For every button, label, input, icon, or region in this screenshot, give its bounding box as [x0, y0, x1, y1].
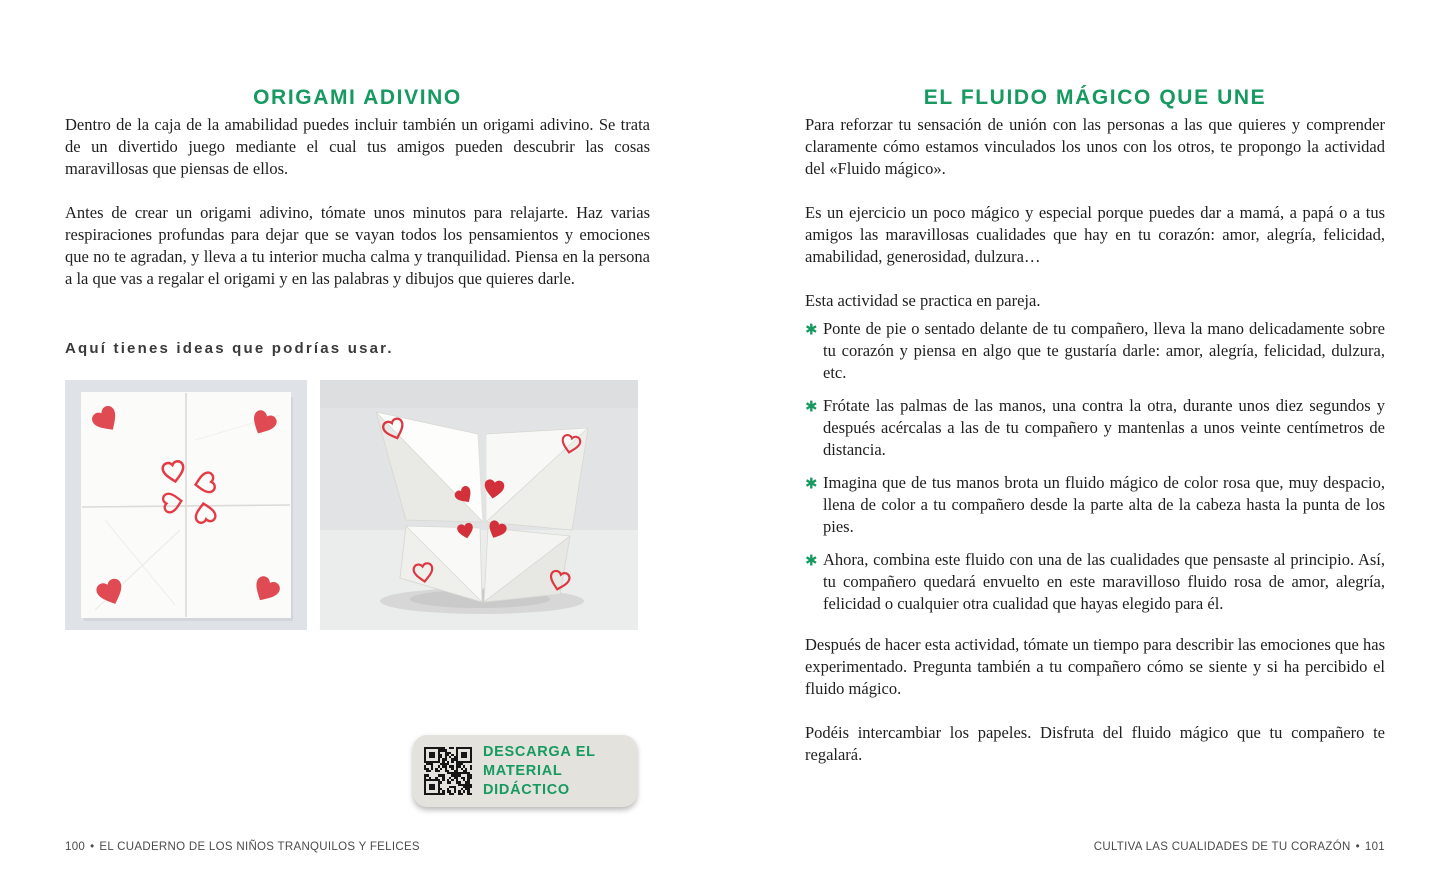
right-paragraph-4: Después de hacer esta actividad, tómate un tiempo para describir las emociones que has experimentado. Pregunta también a tu compañero cómo se siente y si ha percibido el fluido mágico. [805, 635, 1385, 698]
footer-separator: • [90, 841, 95, 853]
download-badge-label [483, 743, 637, 800]
list-item-text: Frótate las palmas de las manos, una contra la otra, durante unos diez segundos y después acércalas a las de tu compañero y mantenlas a unos veinte centímetros de distancia. [823, 396, 1385, 459]
origami-flat-illustration [65, 380, 307, 630]
right-paragraph-1: Para reforzar tu sensación de unión con las personas a las que quieres y comprender claramente cómo estamos vinculados los unos con los otros, te propongo la actividad del «Fluido mágico». [805, 115, 1385, 178]
right-page [805, 86, 1385, 766]
right-paragraph-5: Podéis intercambiar los papeles. Disfruta del fluido mágico que tu compañero te regalará. [805, 723, 1385, 764]
right-footer-text: CULTIVA LAS CUALIDADES DE TU CORAZÓN [1093, 841, 1351, 853]
right-page-title: EL FLUIDO MÁGICO QUE UNE [923, 86, 1267, 109]
right-page-number: 101 [1364, 841, 1385, 853]
right-paragraph-3: Esta actividad se practica en pareja. [805, 291, 1041, 310]
left-page-number: 100 [65, 841, 86, 853]
asterisk-bullet-icon: ✱ [805, 397, 818, 416]
origami-flat-photo [65, 380, 307, 630]
photo-row [65, 380, 650, 630]
activity-steps-list [805, 318, 1385, 615]
asterisk-bullet-icon: ✱ [805, 320, 818, 339]
qr-code-icon [424, 747, 472, 795]
left-paragraph-1: Dentro de la caja de la amabilidad puedes incluir también un origami adivino. Se trata de un divertido juego mediante el cual tus amigos pueden descubrir las cosas maravillosas que piensas de ellos. [65, 115, 650, 178]
left-footer [65, 841, 420, 853]
left-page-title: ORIGAMI ADIVINO [253, 86, 462, 109]
download-material-badge[interactable] [413, 735, 637, 807]
list-item-text: Imagina que de tus manos brota un fluido mágico de color rosa que, muy despacio, llena de color a tu compañero desde la parte alta de la cabeza hasta la punta de los pies. [823, 473, 1385, 536]
left-footer-text: EL CUADERNO DE LOS NIÑOS TRANQUILOS Y FELICES [99, 841, 420, 853]
right-paragraph-2: Es un ejercicio un poco mágico y especial porque puedes dar a mamá, a papá o a tus amigos las maravillosas cualidades que hay en tu corazón: amor, alegría, felicidad, amabilidad, generosidad, dulzura… [805, 203, 1385, 266]
left-paragraph-2: Antes de crear un origami adivino, tómate unos minutos para relajarte. Haz varias respiraciones profundas para dejar que se vayan todos los pensamientos y emociones que no te agradan, y lleva a tu interior mucha calma y tranquilidad. Piensa en la persona a la que vas a regalar el origami y en las palabras y dibujos que quieres darle. [65, 203, 650, 288]
list-item [805, 395, 1385, 461]
left-page [65, 86, 650, 630]
origami-standing-illustration [320, 380, 638, 630]
ideas-subtitle: Aquí tienes ideas que podrías usar. [65, 340, 394, 357]
origami-standing-photo [320, 380, 638, 630]
list-item [805, 549, 1385, 615]
download-badge-line2: MATERIAL DIDÁCTICO [483, 762, 570, 798]
asterisk-bullet-icon: ✱ [805, 551, 818, 570]
list-item [805, 472, 1385, 538]
download-badge-line1: DESCARGA EL [483, 743, 596, 760]
list-item-text: Ponte de pie o sentado delante de tu compañero, lleva la mano delicadamente sobre tu corazón y piensa en algo que te gustaría darle: amor, alegría, felicidad, dulzura, etc. [823, 319, 1385, 382]
asterisk-bullet-icon: ✱ [805, 474, 818, 493]
footer-separator: • [1355, 841, 1360, 853]
list-item [805, 318, 1385, 384]
right-footer [1094, 841, 1385, 853]
list-item-text: Ahora, combina este fluido con una de las cualidades que pensaste al principio. Así, tu compañero quedará envuelto en este maravilloso fluido rosa de amor, alegría, felicidad o cualquier otra cualidad que hayas elegido para él. [823, 550, 1385, 613]
